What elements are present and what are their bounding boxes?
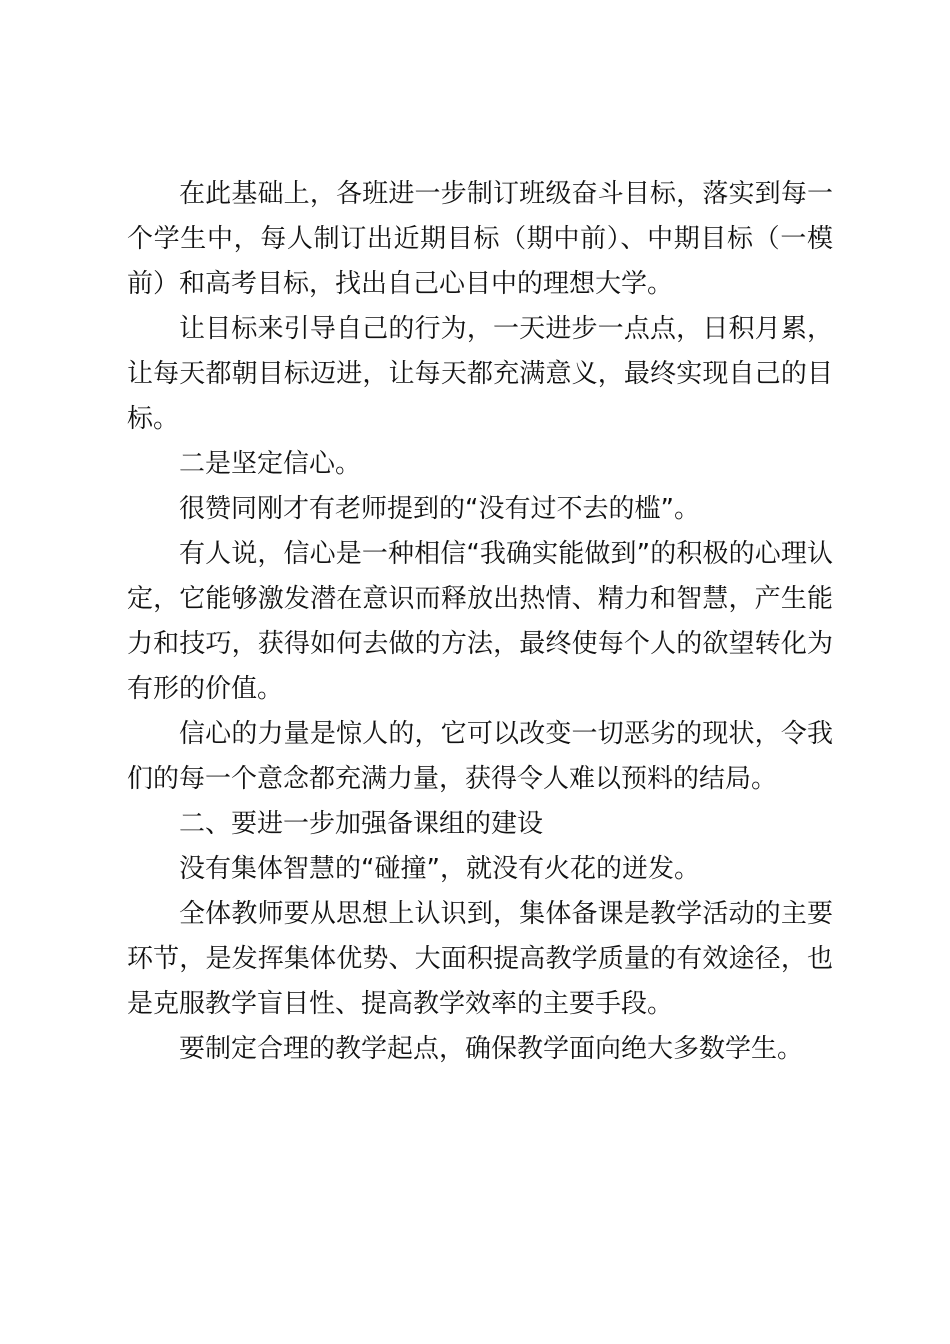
- paragraph-collective-preparation: 全体教师要从思想上认识到，集体备课是教学活动的主要环节，是发挥集体优势、大面积提高教学质量的有效途径，也是克服教学盲目性、提高教学效率的主要手段。: [127, 899, 833, 1019]
- paragraph-no-threshold: 很赞同刚才有老师提到的“没有过不去的槛”。: [179, 494, 700, 524]
- paragraph-teaching-starting-point: 要制定合理的教学起点，确保教学面向绝大多数学生。: [179, 1034, 804, 1064]
- paragraph-collective-wisdom: 没有集体智慧的“碰撞”，就没有火花的迸发。: [179, 854, 700, 884]
- paragraph-goal-setting: 在此基础上，各班进一步制订班级奋斗目标，落实到每一个学生中，每人制订出近期目标（期中前）、中期目标（一模前）和高考目标，找出自己心目中的理想大学。: [127, 179, 833, 299]
- heading-confidence: 二是坚定信心。: [179, 449, 362, 479]
- paragraph-goal-guidance: 让目标来引导自己的行为，一天进步一点点，日积月累，让每天都朝目标迈进，让每天都充满意义，最终实现自己的目标。: [127, 314, 833, 434]
- document-page: [127, 172, 833, 1072]
- heading-lesson-group: 二、要进一步加强备课组的建设: [179, 809, 544, 839]
- paragraph-confidence-definition: 有人说，信心是一种相信“我确实能做到”的积极的心理认定，它能够激发潜在意识而释放出热情、精力和智慧，产生能力和技巧，获得如何去做的方法，最终使每个人的欲望转化为有形的价值。: [127, 539, 833, 704]
- paragraph-confidence-power: 信心的力量是惊人的，它可以改变一切恶劣的现状，令我们的每一个意念都充满力量，获得令人难以预料的结局。: [127, 719, 833, 794]
